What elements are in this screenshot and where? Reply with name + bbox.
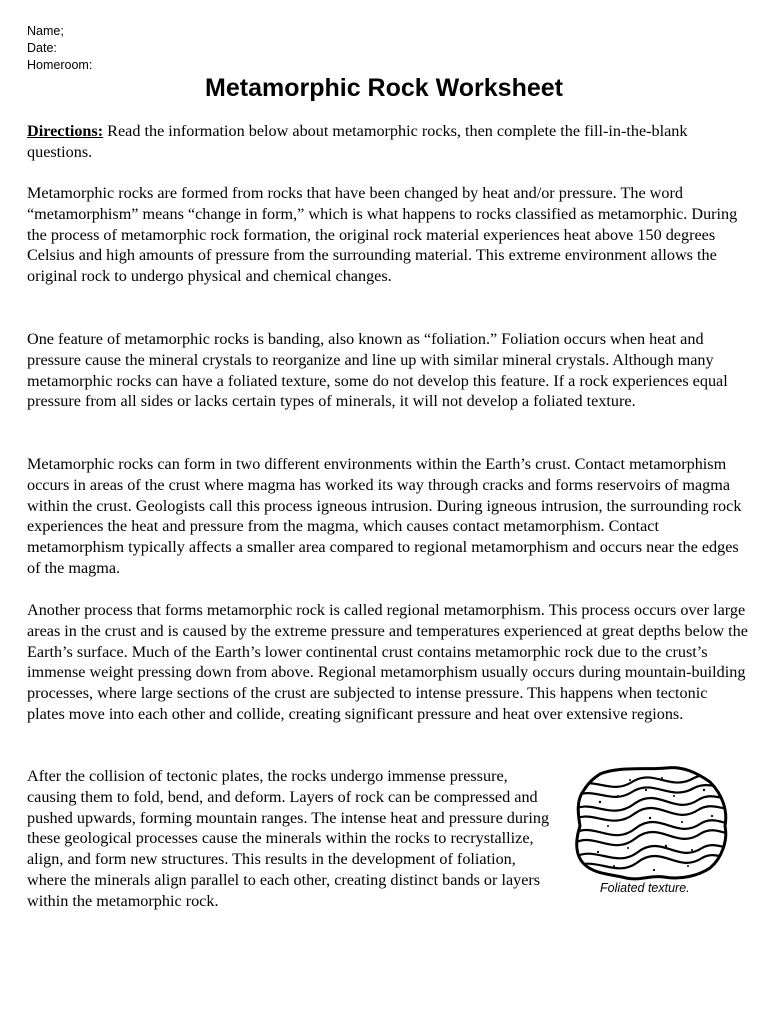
foliated-rock-illustration xyxy=(570,766,730,898)
name-label: Name; xyxy=(27,24,64,38)
page-title: Metamorphic Rock Worksheet xyxy=(205,74,563,102)
directions xyxy=(27,121,749,163)
paragraph-contact-metamorphism: Metamorphic rocks can form in two different environments within the Earth’s crust. Contact metamorphism occurs in areas of the crust where magma has worked its way through cracks and forms reservoirs of magma within the crust. Geologists call this process igneous intrusion. During igneous intrusion, the surrounding rock experiences the heat and pressure from the magma, which causes contact metamorphism. Contact metamorphism typically affects a smaller area compared to regional metamorphism and occurs near the edges of the magma. xyxy=(27,455,742,577)
directions-text: Read the information below about metamorphic rocks, then complete the fill-in-the-blank questions. xyxy=(27,122,688,161)
foliated-rock-icon xyxy=(570,766,730,882)
homeroom-label: Homeroom: xyxy=(27,58,93,72)
directions-label: Directions: xyxy=(27,122,104,140)
paragraph-formation: Metamorphic rocks are formed from rocks that have been changed by heat and/or pressure. The word “metamorphism” means “change in form,” which is what happens to rocks classified as metamorphic. During the process of metamorphic rock formation, the original rock material experiences heat above 150 degrees Celsius and high amounts of pressure from the surrounding material. This extreme environment allows the original rock to undergo physical and chemical changes. xyxy=(27,184,738,286)
paragraph-foliation: One feature of metamorphic rocks is banding, also known as “foliation.” Foliation occurs when heat and pressure cause the mineral crystals to reorganize and line up with similar mineral crystals. Although many metamorphic rocks can have a foliated texture, some do not develop this feature. If a rock experiences equal pressure from all sides or lacks certain types of minerals, it will not develop a foliated texture. xyxy=(27,330,728,411)
figure-caption: Foliated texture. xyxy=(600,881,690,895)
paragraph-regional-metamorphism: Another process that forms metamorphic rock is called regional metamorphism. This process occurs over large areas in the crust and is caused by the extreme pressure and temperatures experienced at great depths below the Earth’s surface. Much of the Earth’s lower continental crust contains metamorphic rock due to the crust’s immense weight pressing down from above. Regional metamorphism usually occurs during mountain-building processes, where large sections of the crust are subjected to intense pressure. This happens when tectonic plates move into each other and collide, creating significant pressure and heat over extensive regions. xyxy=(27,601,748,723)
paragraph-tectonic-collision: After the collision of tectonic plates, the rocks undergo immense pressure, causing them to fold, bend, and deform. Layers of rock can be compressed and pushed upwards, forming mountain ranges. The intense heat and pressure during these geological processes cause the minerals within the rocks to recrystallize, align, and form new structures. This results in the development of foliation, where the minerals align parallel to each other, creating distinct bands or layers within the metamorphic rock. xyxy=(27,767,550,910)
date-label: Date: xyxy=(27,41,57,55)
